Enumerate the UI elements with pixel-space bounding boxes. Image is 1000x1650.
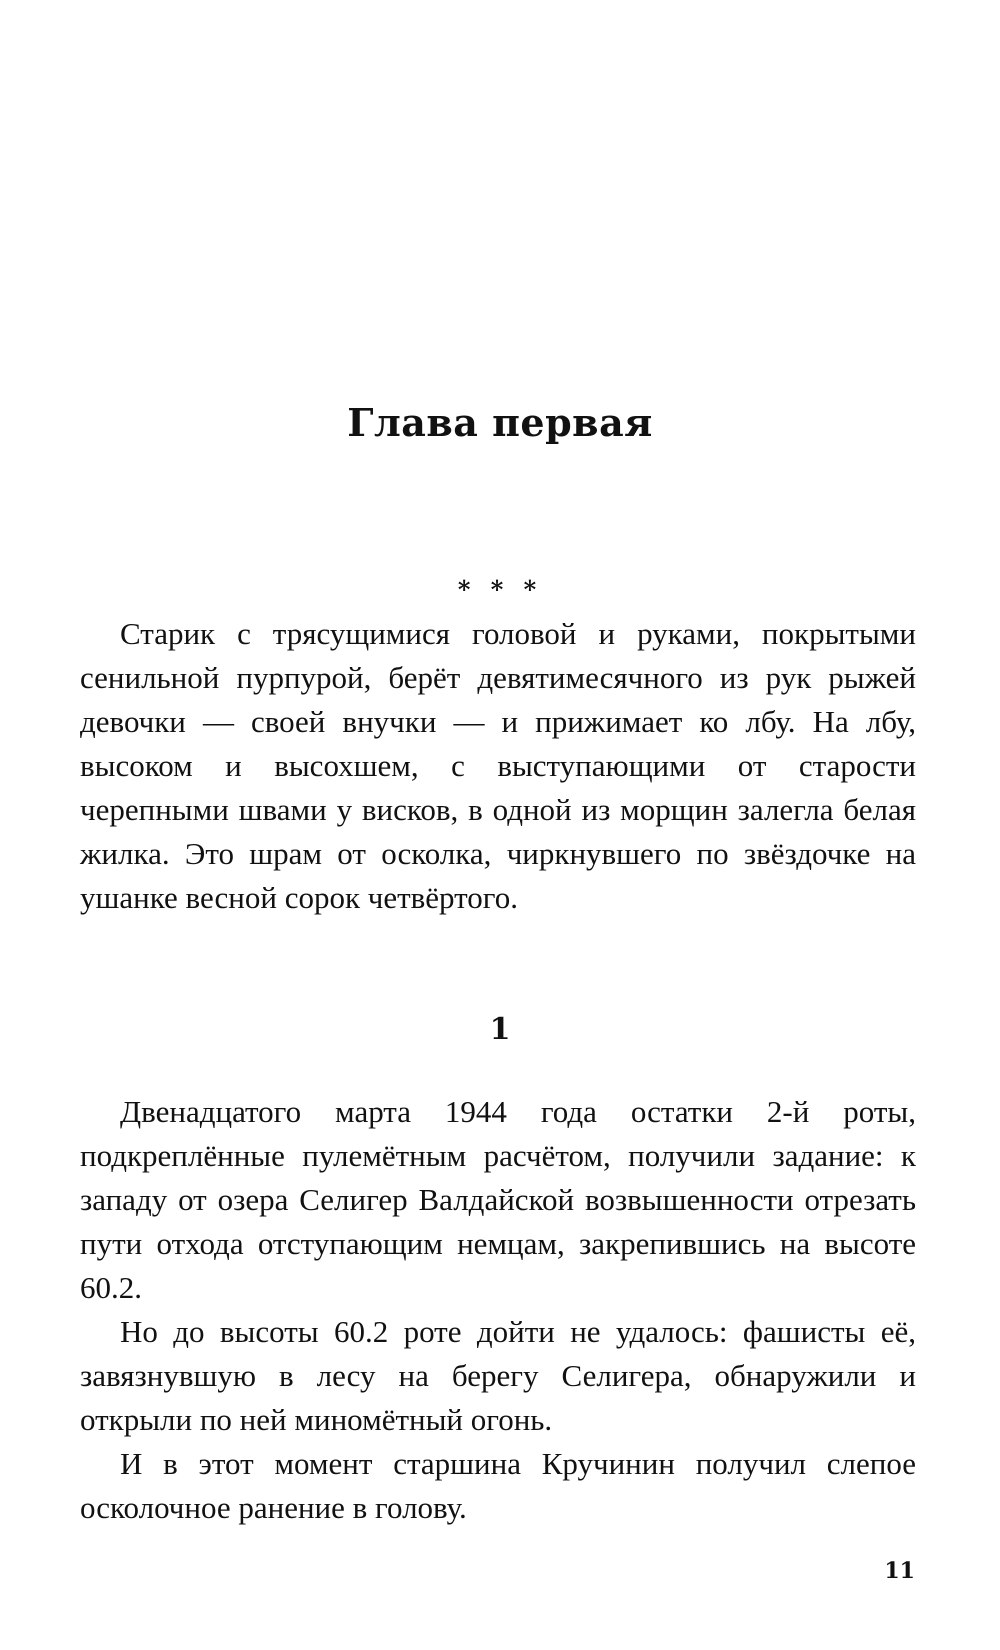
paragraph: Старик с трясущимися головой и руками, покрытыми сенильной пурпурой, берёт девятимесячного из рук рыжей девочки — своей внучки — и прижимает ко лбу. На лбу, высоком и высохшем, с выступающими от старости черепными швами у висков, в одной из морщин залегла белая жилка. Это шрам от осколка, чиркнувшего по звёздочке на ушанке весной сорок четвёртого. <box>80 616 916 915</box>
section-separator: * * * <box>457 575 543 604</box>
chapter-title: Глава первая <box>347 400 653 445</box>
page-number: 11 <box>884 1558 915 1584</box>
prologue-text <box>80 612 916 920</box>
section-number: 1 <box>489 1012 511 1047</box>
paragraph: И в этот момент старшина Кручинин получил слепое осколочное ранение в голову. <box>80 1446 916 1525</box>
paragraph: Двенадцатого марта 1944 года остатки 2-й роты, подкреплённые пулемётным расчётом, получили задание: к западу от озера Селигер Валдайской возвышенности отрезать пути отхода отступающим немцам, закрепившись на высоте 60.2. <box>80 1094 916 1305</box>
paragraph: Но до высоты 60.2 роте дойти не удалось: фашисты её, завязнувшую в лесу на берегу Селигера, обнаружили и открыли по ней миномётный огонь. <box>80 1314 916 1437</box>
section-text <box>80 1090 916 1530</box>
